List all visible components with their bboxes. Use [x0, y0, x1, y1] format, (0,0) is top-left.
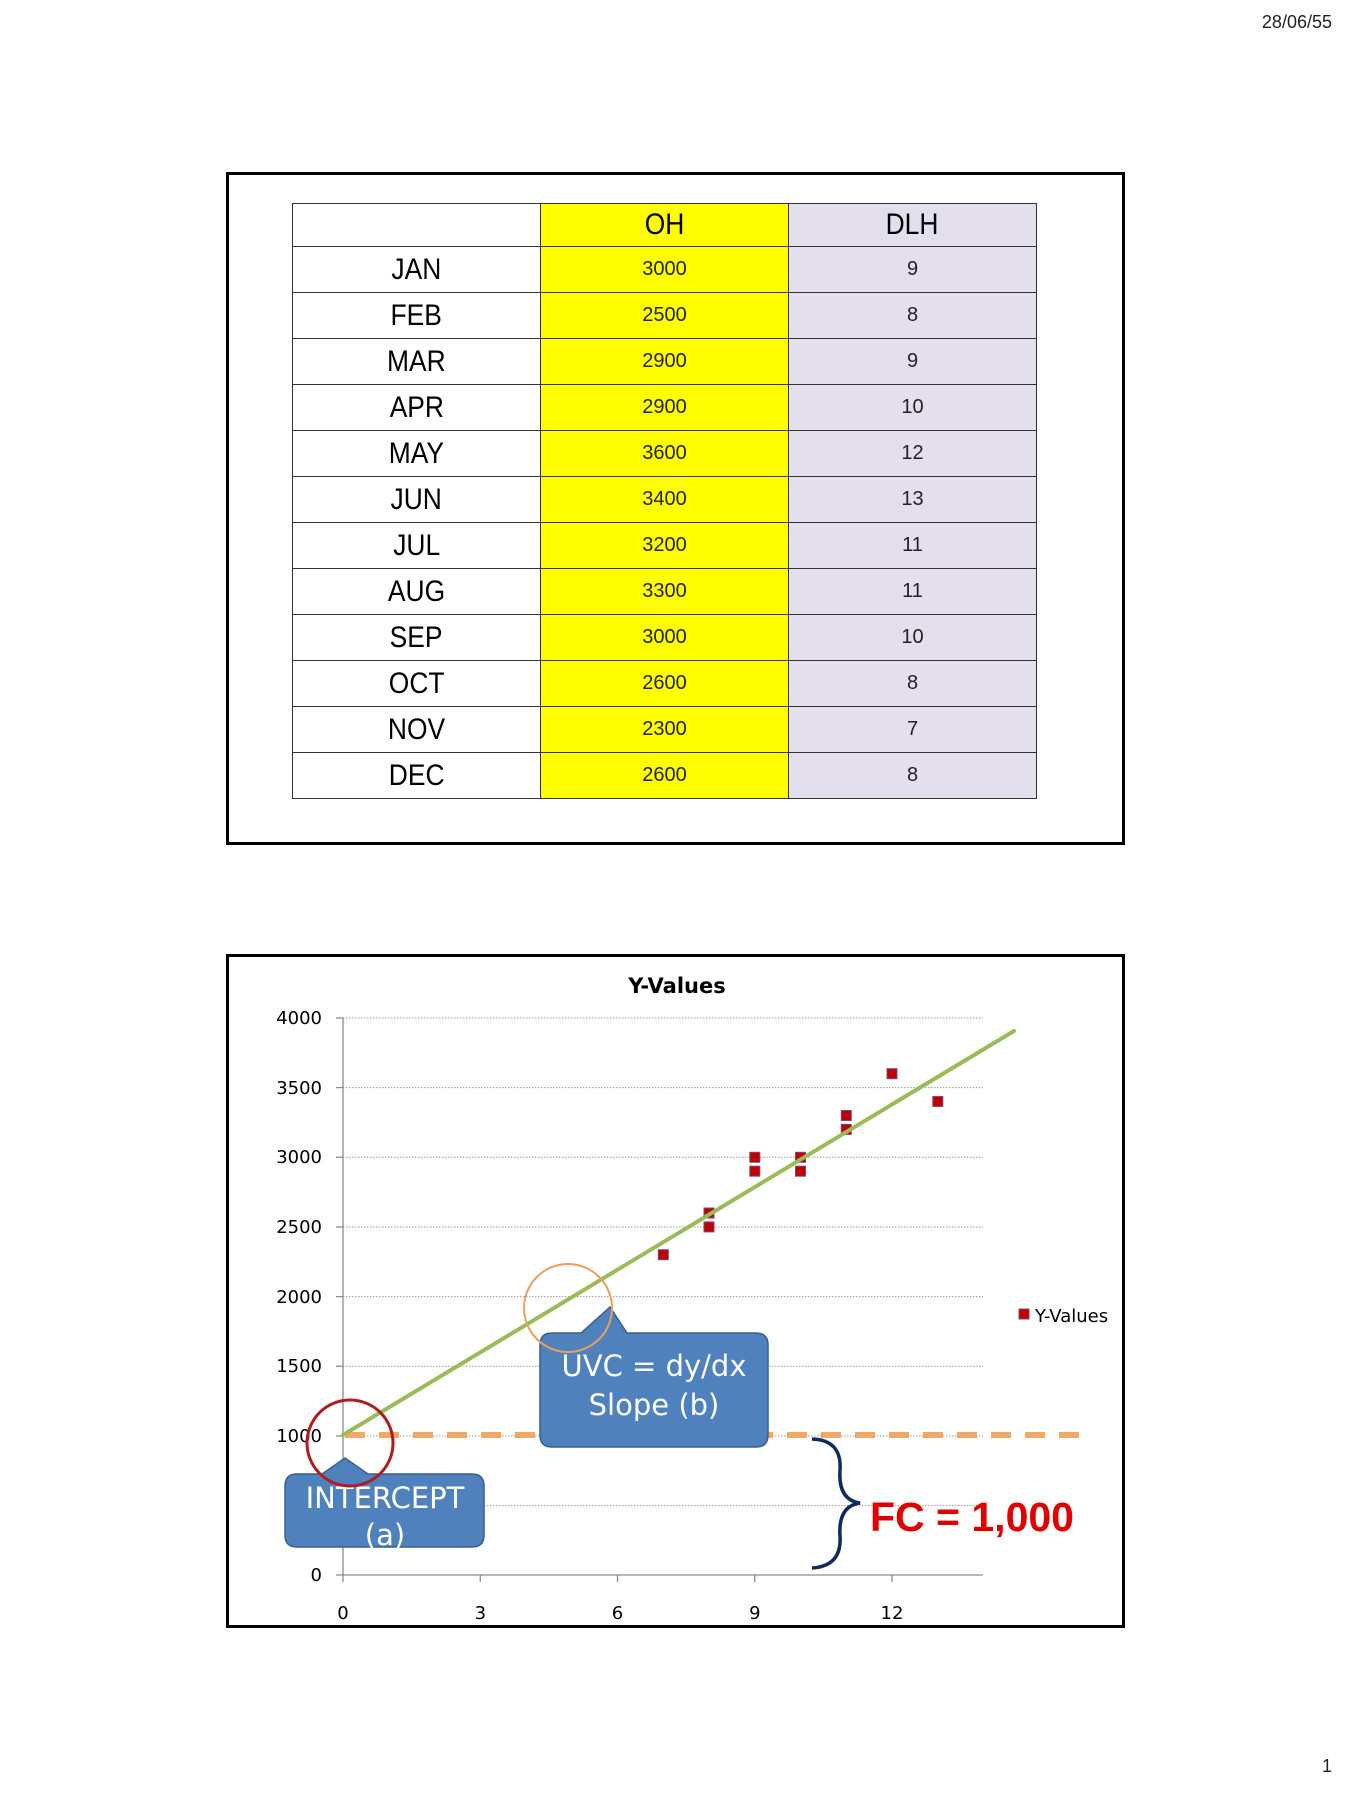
dlh-cell: 9: [789, 247, 1037, 293]
oh-cell: 2900: [541, 385, 789, 431]
page-number: 1: [1321, 1756, 1332, 1776]
oh-cell: 3600: [541, 431, 789, 477]
data-point: [933, 1097, 943, 1107]
data-point: [841, 1111, 851, 1121]
data-point: [658, 1250, 668, 1260]
x-axis-labels: [337, 1603, 903, 1624]
data-point: [704, 1222, 714, 1232]
oh-cell: 3000: [541, 247, 789, 293]
brace-icon: [812, 1439, 860, 1568]
oh-cell: 3200: [541, 523, 789, 569]
header-dlh: DLH: [789, 204, 1037, 247]
oh-cell: 2600: [541, 753, 789, 799]
svg-text:9: 9: [749, 1603, 761, 1624]
legend-marker-icon: [1019, 1309, 1029, 1319]
oh-cell: 2500: [541, 293, 789, 339]
svg-text:0: 0: [310, 1565, 322, 1586]
svg-text:2500: 2500: [276, 1217, 322, 1238]
month-cell: JAN: [293, 247, 541, 293]
oh-cell: 3000: [541, 615, 789, 661]
month-cell: FEB: [293, 293, 541, 339]
fixed-cost-label: FC = 1,000: [870, 1494, 1074, 1540]
dlh-cell: 9: [789, 339, 1037, 385]
svg-text:3: 3: [474, 1603, 487, 1624]
svg-text:INTERCEPT: INTERCEPT: [305, 1481, 465, 1515]
month-cell: JUL: [293, 523, 541, 569]
slide-date: 28/06/55: [1261, 12, 1332, 32]
data-point: [750, 1166, 760, 1176]
data-point: [750, 1152, 760, 1162]
dlh-cell: 8: [789, 661, 1037, 707]
oh-cell: 2900: [541, 339, 789, 385]
svg-text:Slope (b): Slope (b): [588, 1388, 720, 1422]
dlh-cell: 11: [789, 569, 1037, 615]
month-cell: NOV: [293, 707, 541, 753]
month-cell: OCT: [293, 661, 541, 707]
month-cell: MAY: [293, 431, 541, 477]
dlh-cell: 12: [789, 431, 1037, 477]
oh-cell: 2600: [541, 661, 789, 707]
data-point: [887, 1069, 897, 1079]
month-cell: JUN: [293, 477, 541, 523]
svg-text:0: 0: [337, 1603, 349, 1624]
data-point: [796, 1166, 806, 1176]
oh-cell: 2300: [541, 707, 789, 753]
svg-text:6: 6: [611, 1603, 624, 1624]
intercept-callout: [285, 1458, 484, 1552]
month-cell: APR: [293, 385, 541, 431]
dlh-cell: 10: [789, 385, 1037, 431]
dlh-cell: 11: [789, 523, 1037, 569]
slope-callout: [540, 1307, 768, 1447]
svg-text:UVC = dy/dx: UVC = dy/dx: [561, 1349, 747, 1383]
oh-cell: 3300: [541, 569, 789, 615]
oh-cell: 3400: [541, 477, 789, 523]
svg-text:12: 12: [880, 1603, 904, 1624]
month-cell: MAR: [293, 339, 541, 385]
legend-label: Y-Values: [1035, 1306, 1109, 1327]
dlh-cell: 8: [789, 753, 1037, 799]
svg-text:3000: 3000: [276, 1147, 322, 1168]
svg-text:3500: 3500: [276, 1078, 322, 1099]
month-cell: SEP: [293, 615, 541, 661]
svg-text:(a): (a): [364, 1518, 406, 1552]
dlh-cell: 10: [789, 615, 1037, 661]
svg-text:2000: 2000: [276, 1287, 322, 1308]
dlh-cell: 13: [789, 477, 1037, 523]
month-cell: AUG: [293, 569, 541, 615]
dlh-cell: 8: [789, 293, 1037, 339]
legend: [1019, 1306, 1108, 1327]
dlh-cell: 7: [789, 707, 1037, 753]
chart-title: Y-Values: [628, 974, 726, 998]
header-oh: OH: [541, 204, 789, 247]
svg-text:1000: 1000: [276, 1426, 322, 1447]
month-cell: DEC: [293, 753, 541, 799]
svg-text:1500: 1500: [276, 1356, 322, 1377]
svg-text:4000: 4000: [276, 1008, 322, 1029]
